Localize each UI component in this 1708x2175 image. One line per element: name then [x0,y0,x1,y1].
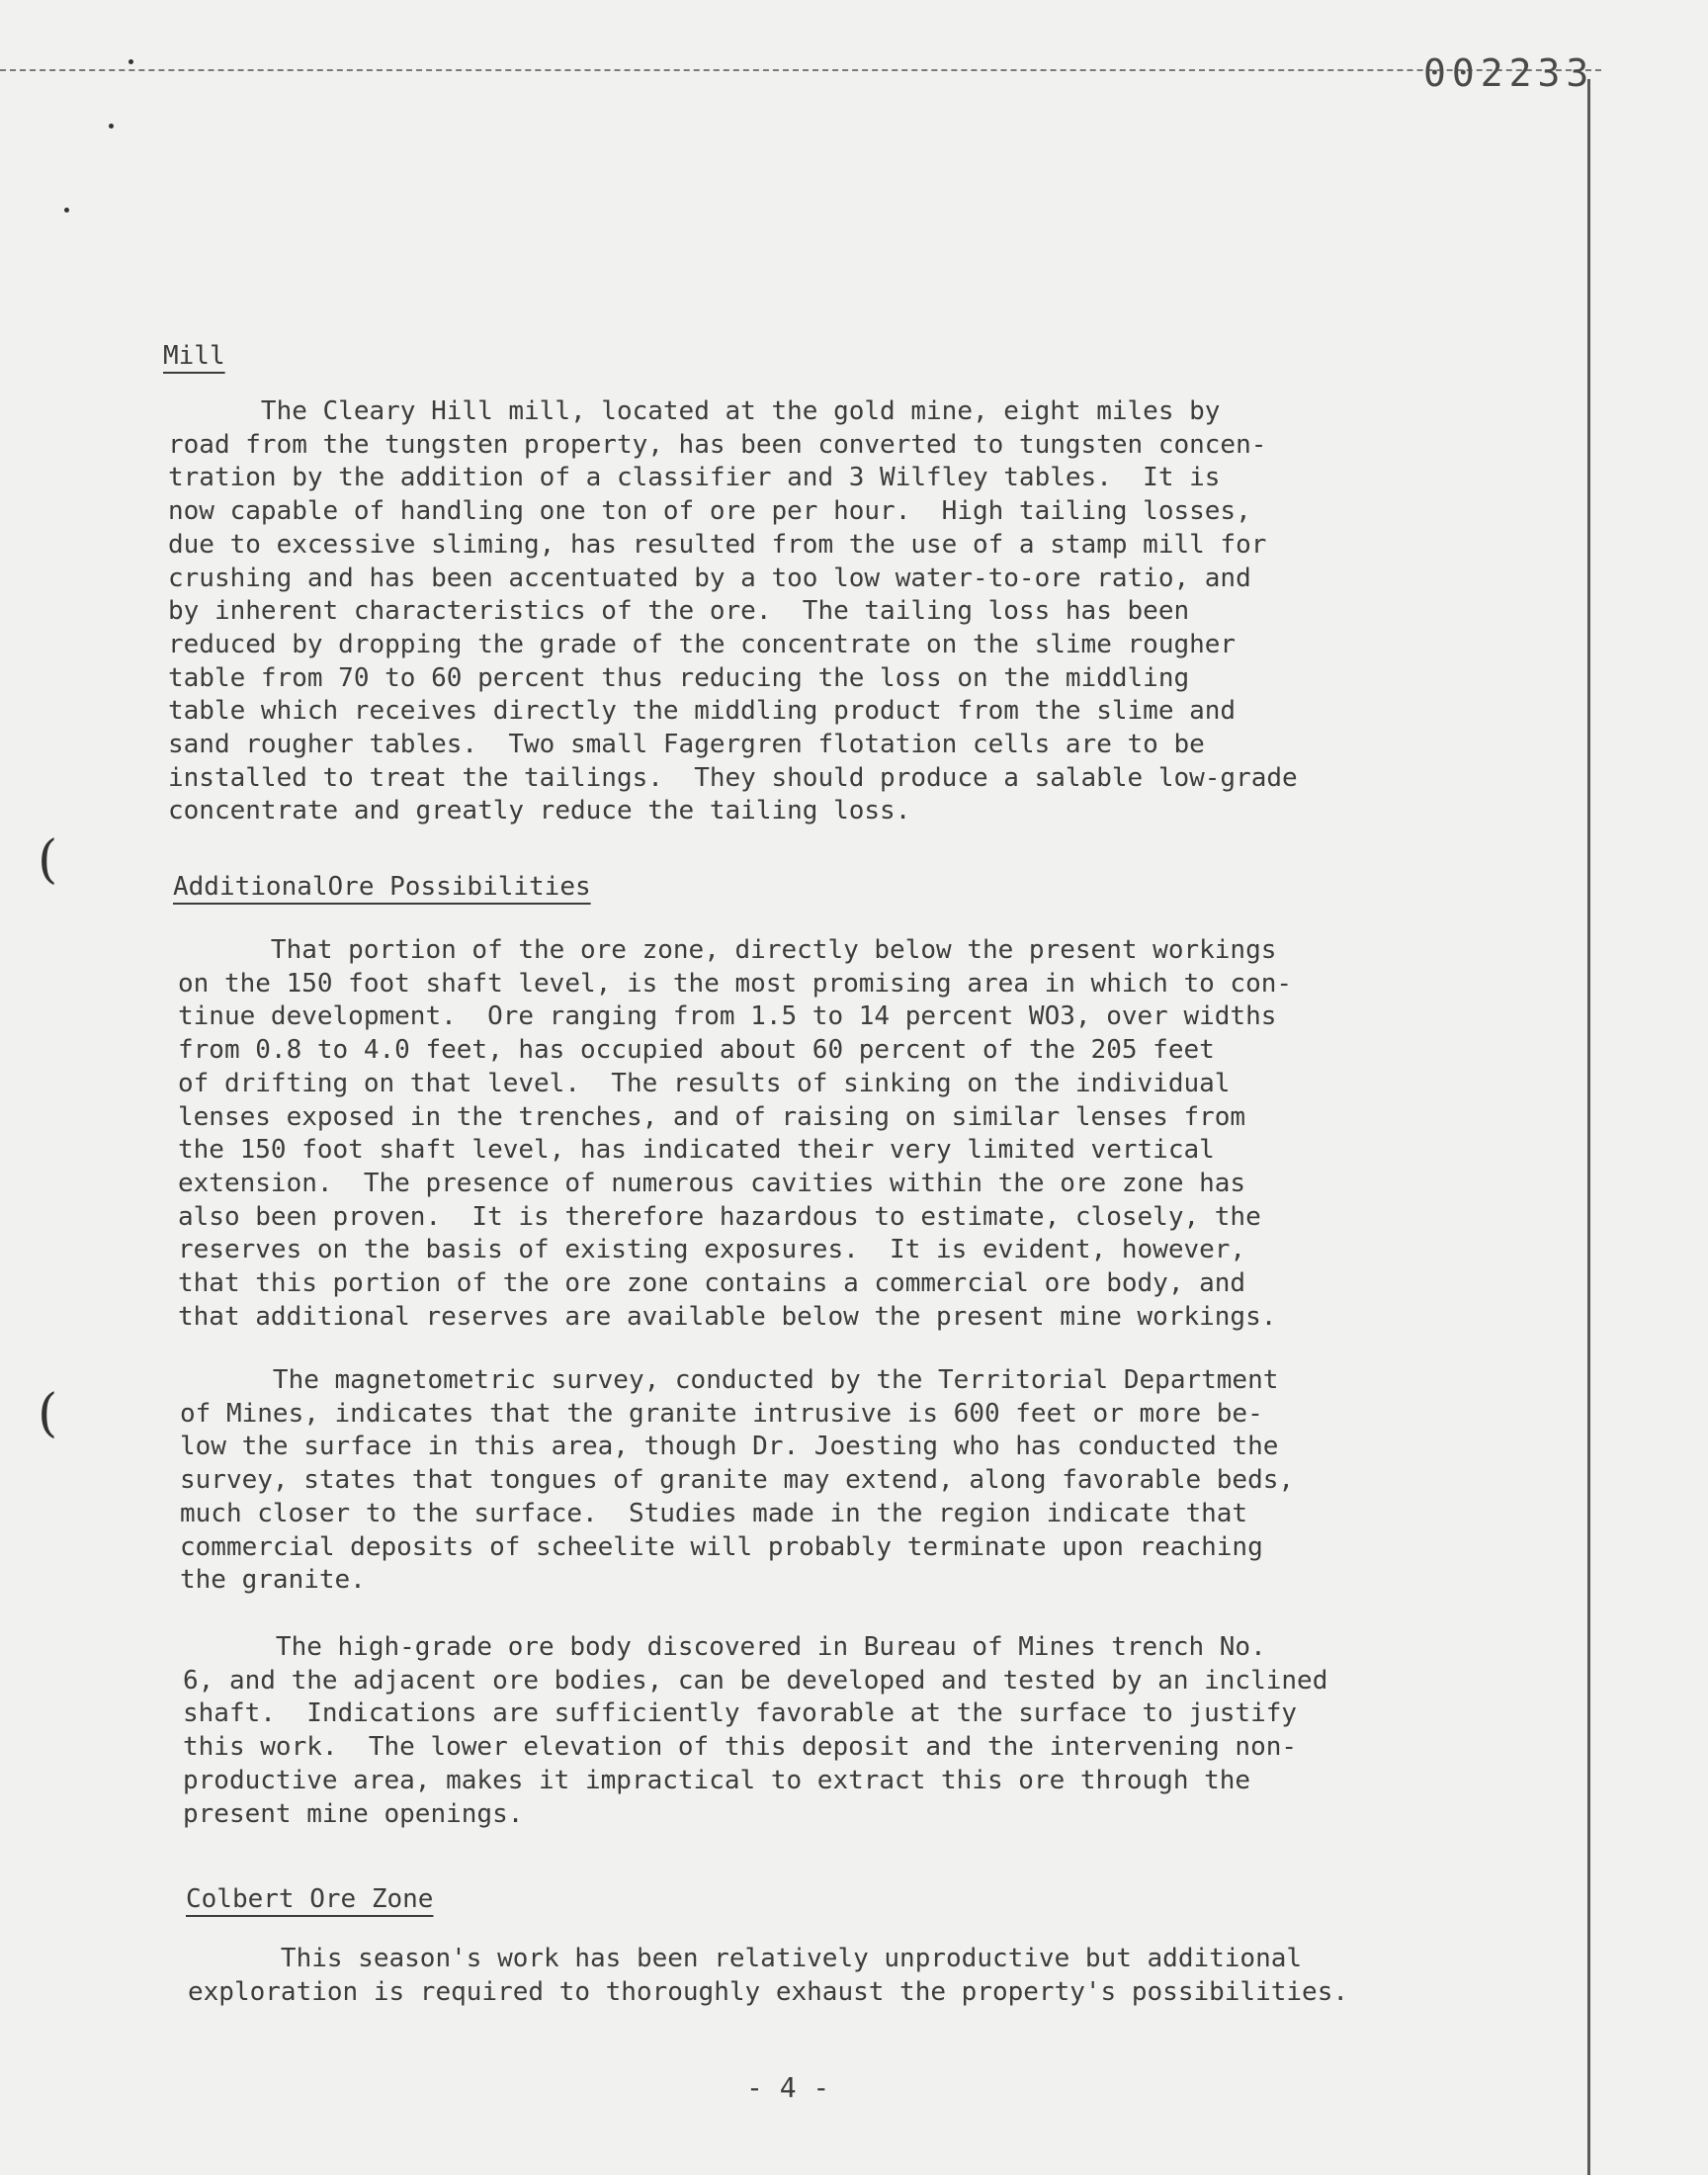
right-margin-rule [1587,79,1590,2175]
section-heading-mill: Mill [163,341,225,371]
text-line: table which receives directly the middling product from the slime and [168,696,1237,727]
text-line: survey, states that tongues of granite may extend, along favorable beds, [180,1465,1295,1496]
text-line: installed to treat the tailings. They should produce a salable low-grade [168,762,1298,793]
text-line: road from the tungsten property, has been converted to tungsten concen- [168,429,1267,460]
scan-speck [128,59,133,64]
text-line: the granite. [180,1565,366,1596]
text-line: The Cleary Hill mill, located at the gold mine, eight miles by [168,396,1221,426]
top-dashed-rule [0,69,1601,71]
text-line: tinue development. Ore ranging from 1.5 to 14 percent WO3, over widths [178,1001,1277,1032]
text-line: present mine openings. [183,1798,524,1829]
paragraph-colbert [188,1943,1348,2009]
text-line: the 150 foot shaft level, has indicated their very limited vertical [178,1135,1215,1166]
scan-speck [64,208,69,213]
text-line: on the 150 foot shaft level, is the most promising area in which to con- [178,968,1293,999]
text-line: concentrate and greatly reduce the tailing loss. [168,796,911,826]
text-line: reduced by dropping the grade of the concentrate on the slime rougher [168,629,1237,659]
paragraph-magnetometric-survey [180,1364,1294,1598]
text-line: also been proven. It is therefore hazardous to estimate, closely, the [178,1201,1261,1232]
text-line: much closer to the surface. Studies made in the region indicate that [180,1498,1248,1528]
text-line: table from 70 to 60 percent thus reducing the loss on the middling [168,662,1190,693]
text-line: now capable of handling one ton of ore per hour. High tailing losses, [168,496,1251,527]
text-line: crushing and has been accentuated by a too low water-to-ore ratio, and [168,563,1251,593]
text-line: this work. The lower elevation of this deposit and the intervening non- [183,1732,1298,1763]
text-line: extension. The presence of numerous cavities within the ore zone has [178,1168,1246,1198]
page-number: - 4 - [746,2071,830,2104]
text-line: 6, and the adjacent ore bodies, can be developed and tested by an inclined [183,1665,1328,1696]
text-line: reserves on the basis of existing exposures. It is evident, however, [178,1235,1246,1265]
text-line: That portion of the ore zone, directly below the present workings [178,935,1277,965]
text-line: of drifting on that level. The results of sinking on the individual [178,1068,1231,1098]
document-number: 002233 [1423,51,1595,95]
section-heading-additional-ore: AdditionalOre Possibilities [173,872,591,902]
text-line: low the surface in this area, though Dr. Joesting who has conducted the [180,1432,1279,1462]
paragraph-ore-zone [178,934,1292,1334]
left-bracket-mark: ( [38,1384,58,1443]
text-line: shaft. Indications are sufficiently favorable at the surface to justify [183,1698,1298,1729]
text-line: The high-grade ore body discovered in Bureau of Mines trench No. [183,1632,1266,1662]
text-line: productive area, makes it impractical to extract this ore through the [183,1765,1251,1795]
text-line: lenses exposed in the trenches, and of raising on similar lenses from [178,1101,1246,1132]
text-line: commercial deposits of scheelite will probably terminate upon reaching [180,1531,1263,1562]
text-line: tration by the addition of a classifier and 3 Wilfley tables. It is [168,463,1221,493]
paragraph-high-grade-ore [183,1631,1327,1831]
text-line: that this portion of the ore zone contains a commercial ore body, and [178,1268,1246,1299]
text-line: The magnetometric survey, conducted by the Territorial Department [180,1365,1279,1395]
text-line: exploration is required to thoroughly exhaust the property's possibilities. [188,1976,1348,2007]
text-line: sand rougher tables. Two small Fagergren flotation cells are to be [168,730,1205,760]
left-bracket-mark: ( [38,830,58,890]
section-heading-colbert: Colbert Ore Zone [186,1884,434,1914]
text-line: by inherent characteristics of the ore. The tailing loss has been [168,596,1190,627]
paragraph-mill [168,395,1298,828]
text-line: from 0.8 to 4.0 feet, has occupied about 60 percent of the 205 feet [178,1035,1215,1066]
text-line: of Mines, indicates that the granite intrusive is 600 feet or more be- [180,1398,1263,1429]
scan-speck [109,124,114,129]
text-line: due to excessive sliming, has resulted from the use of a stamp mill for [168,529,1267,560]
text-line: that additional reserves are available below the present mine workings. [178,1301,1277,1332]
text-line: This season's work has been relatively unproductive but additional [188,1944,1303,1973]
